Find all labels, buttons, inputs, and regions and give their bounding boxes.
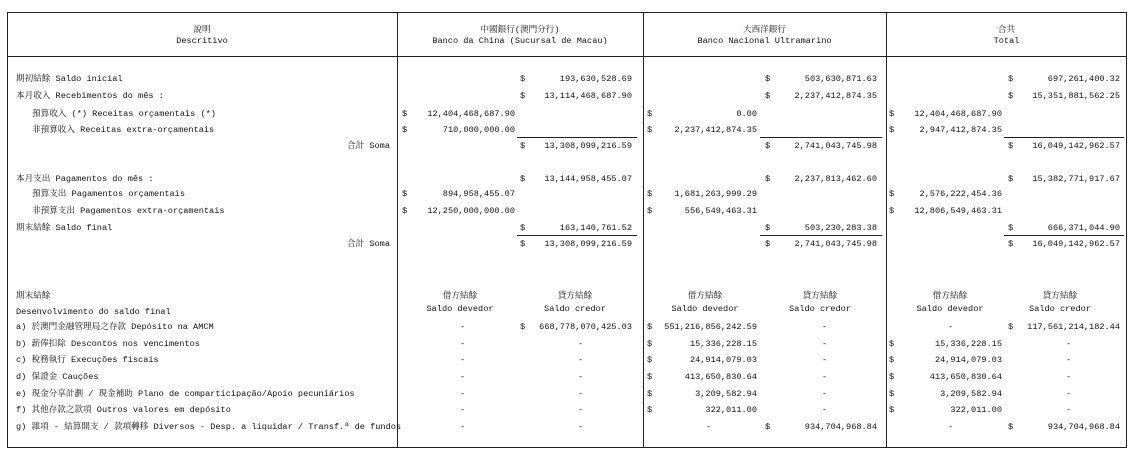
- empty-dash: -: [460, 405, 466, 415]
- empty-dash: -: [460, 372, 466, 382]
- currency-symbol: $: [647, 405, 653, 415]
- currency-symbol: $: [647, 125, 653, 135]
- currency-symbol: $: [1008, 322, 1014, 332]
- deb-header-pt: Saldo devedor: [426, 304, 494, 314]
- header-total: 合共 Total: [993, 25, 1020, 46]
- amount: 2,576,222,454.36: [919, 189, 1002, 199]
- amount: 13,144,958,455.07: [544, 174, 632, 184]
- currency-symbol: $: [1008, 141, 1014, 151]
- currency-symbol: $: [402, 125, 408, 135]
- amount: 503,230,283.38: [804, 223, 877, 233]
- empty-dash: -: [948, 422, 954, 432]
- currency-symbol: $: [765, 74, 771, 84]
- amount: 556,549,463.31: [684, 206, 757, 216]
- amount: 551,216,856,242.59: [664, 322, 757, 332]
- amount: 12,404,468,687.90: [914, 109, 1002, 119]
- amount: 2,237,813,462.60: [794, 174, 877, 184]
- amount: 13,114,468,687.90: [544, 91, 632, 101]
- empty-dash: -: [1066, 355, 1072, 365]
- cred-header-pt: Saldo credor: [1029, 304, 1091, 314]
- amount: 322,011.00: [950, 405, 1002, 415]
- amount: 12,806,549,463.31: [914, 206, 1002, 216]
- empty-dash: -: [578, 389, 584, 399]
- amount: 13,308,099,216.59: [544, 141, 632, 151]
- amount: 413,650,830.64: [684, 372, 757, 382]
- amount: 24,914,079.03: [934, 355, 1002, 365]
- empty-dash: -: [460, 322, 466, 332]
- empty-dash: -: [948, 322, 954, 332]
- header-divider: [7, 56, 1127, 57]
- empty-dash: -: [460, 355, 466, 365]
- final-row-label: a) 於澳門金融管理局之存款 Depósito na AMCM: [16, 322, 214, 332]
- amount: 16,049,142,962.57: [1032, 141, 1120, 151]
- empty-dash: -: [822, 322, 828, 332]
- amount: 117,561,214,182.44: [1027, 322, 1120, 332]
- currency-symbol: $: [647, 339, 653, 349]
- row-label: 本月支出 Pagamentos do mês :: [16, 174, 154, 184]
- amount: 0.00: [736, 109, 757, 119]
- empty-dash: -: [822, 372, 828, 382]
- amount: 15,351,881,562.25: [1032, 91, 1120, 101]
- deb-header-zh: 借方結餘: [932, 291, 968, 301]
- empty-dash: -: [578, 372, 584, 382]
- column-divider: [397, 12, 398, 448]
- currency-symbol: $: [889, 372, 895, 382]
- currency-symbol: $: [889, 206, 895, 216]
- section-title-zh: 期末結餘: [16, 291, 51, 301]
- row-label: 本月收入 Recebimentos do mês :: [16, 91, 164, 101]
- currency-symbol: $: [647, 389, 653, 399]
- final-row-label: c) 稅務執行 Execuções fiscais: [16, 355, 159, 365]
- empty-dash: -: [460, 422, 466, 432]
- row-label: 非預算收入 Receitas extra-orçamentais: [32, 125, 215, 135]
- currency-symbol: $: [889, 189, 895, 199]
- currency-symbol: $: [1008, 239, 1014, 249]
- amount: 1,681,263,999.29: [674, 189, 757, 199]
- amount: 3,209,582.94: [695, 389, 757, 399]
- column-divider: [643, 12, 644, 448]
- amount: 12,250,000,000.00: [427, 206, 515, 216]
- currency-symbol: $: [520, 239, 526, 249]
- amount: 13,308,099,216.59: [544, 239, 632, 249]
- currency-symbol: $: [765, 422, 771, 432]
- currency-symbol: $: [647, 109, 653, 119]
- sum-rule: [760, 235, 882, 236]
- deb-header-zh: 借方結餘: [442, 291, 478, 301]
- cred-header-pt: Saldo credor: [544, 304, 606, 314]
- currency-symbol: $: [520, 141, 526, 151]
- amount: 24,914,079.03: [689, 355, 757, 365]
- amount: 2,237,412,874.35: [794, 91, 877, 101]
- row-label: 期初結餘 Saldo inicial: [16, 74, 123, 84]
- empty-dash: -: [1066, 405, 1072, 415]
- empty-dash: -: [822, 355, 828, 365]
- amount: 668,778,070,425.03: [539, 322, 632, 332]
- empty-dash: -: [460, 339, 466, 349]
- column-divider: [886, 12, 887, 448]
- currency-symbol: $: [402, 109, 408, 119]
- amount: 15,336,228.15: [689, 339, 757, 349]
- amount: 163,140,761.52: [559, 223, 632, 233]
- cred-header-pt: Saldo credor: [789, 304, 851, 314]
- empty-dash: -: [578, 339, 584, 349]
- amount: 16,049,142,962.57: [1032, 239, 1120, 249]
- currency-symbol: $: [1008, 74, 1014, 84]
- final-row-label: d) 保證金 Cauções: [16, 372, 99, 382]
- currency-symbol: $: [647, 372, 653, 382]
- final-row-label: b) 薪俸扣除 Descontos nos vencimentos: [16, 339, 200, 349]
- amount: 934,704,968.84: [804, 422, 877, 432]
- amount: 12,404,468,687.90: [427, 109, 515, 119]
- currency-symbol: $: [647, 322, 653, 332]
- amount: 15,382,771,917.67: [1032, 174, 1120, 184]
- sum-rule: [1004, 137, 1124, 138]
- empty-dash: -: [822, 339, 828, 349]
- currency-symbol: $: [765, 223, 771, 233]
- currency-symbol: $: [520, 91, 526, 101]
- currency-symbol: $: [889, 355, 895, 365]
- section-title-pt: Desenvolvimento do saldo final: [16, 307, 171, 317]
- amount: 503,630,871.63: [804, 74, 877, 84]
- amount: 413,650,830.64: [929, 372, 1002, 382]
- row-label: 預算支出 Pagamentos orçamentais: [32, 189, 185, 199]
- amount: 666,371,044.90: [1047, 223, 1120, 233]
- deb-header-pt: Saldo devedor: [671, 304, 739, 314]
- row-label: 非預算支出 Pagamentos extra-orçamentais: [32, 206, 225, 216]
- amount: 2,947,412,874.35: [919, 125, 1002, 135]
- amount: 15,336,228.15: [934, 339, 1002, 349]
- amount: 2,741,043,745.98: [794, 239, 877, 249]
- amount: 2,741,043,745.98: [794, 141, 877, 151]
- currency-symbol: $: [889, 389, 895, 399]
- currency-symbol: $: [520, 322, 526, 332]
- header-bnu: 大西洋銀行 Banco Nacional Ultramarino: [697, 25, 832, 46]
- amount: 193,630,528.69: [559, 74, 632, 84]
- sum-rule: [760, 137, 882, 138]
- empty-dash: -: [1066, 372, 1072, 382]
- final-row-label: f) 其他存款之款項 Outros valores em depósito: [16, 405, 231, 415]
- final-row-label: g) 雜項 - 結算開支 / 款項轉移 Diversos - Desp. a liquidar / Transf.ª de fundos: [16, 422, 402, 432]
- empty-dash: -: [822, 389, 828, 399]
- currency-symbol: $: [889, 109, 895, 119]
- currency-symbol: $: [889, 339, 895, 349]
- amount: 322,011.00: [705, 405, 757, 415]
- amount: 2,237,412,874.35: [674, 125, 757, 135]
- empty-dash: -: [578, 422, 584, 432]
- currency-symbol: $: [765, 91, 771, 101]
- deb-header-zh: 借方結餘: [687, 291, 723, 301]
- sum-rule: [517, 235, 637, 236]
- empty-dash: -: [578, 355, 584, 365]
- currency-symbol: $: [520, 223, 526, 233]
- empty-dash: -: [578, 405, 584, 415]
- row-label: 期末結餘 Saldo final: [16, 223, 113, 233]
- currency-symbol: $: [1008, 91, 1014, 101]
- currency-symbol: $: [1008, 223, 1014, 233]
- currency-symbol: $: [889, 405, 895, 415]
- empty-dash: -: [1066, 389, 1072, 399]
- currency-symbol: $: [520, 74, 526, 84]
- soma-label: 合計 Soma: [347, 239, 390, 249]
- deb-header-pt: Saldo devedor: [916, 304, 984, 314]
- soma-label: 合計 Soma: [347, 141, 390, 151]
- currency-symbol: $: [765, 174, 771, 184]
- empty-dash: -: [706, 422, 712, 432]
- cred-header-zh: 貸方結餘: [802, 291, 838, 301]
- cred-header-zh: 貸方結餘: [557, 291, 593, 301]
- final-row-label: e) 現金分享計劃 / 現金補助 Plano de comparticipação/Apoio pecuniários: [16, 389, 355, 399]
- amount: 697,261,400.32: [1047, 74, 1120, 84]
- amount: 894,958,455.07: [442, 189, 515, 199]
- currency-symbol: $: [402, 189, 408, 199]
- currency-symbol: $: [889, 125, 895, 135]
- header-descritivo: 說明 Descritivo: [176, 25, 228, 46]
- empty-dash: -: [460, 389, 466, 399]
- currency-symbol: $: [1008, 174, 1014, 184]
- sum-rule: [517, 137, 637, 138]
- currency-symbol: $: [1008, 422, 1014, 432]
- currency-symbol: $: [402, 206, 408, 216]
- amount: 934,704,968.84: [1047, 422, 1120, 432]
- currency-symbol: $: [647, 189, 653, 199]
- cred-header-zh: 貸方結餘: [1042, 291, 1078, 301]
- currency-symbol: $: [765, 141, 771, 151]
- header-banco-china: 中國銀行(澳門分行) Banco da China (Sucursal de Macau): [432, 25, 608, 46]
- currency-symbol: $: [765, 239, 771, 249]
- row-label: 預算收入 (*) Receitas orçamentais (*): [32, 109, 216, 119]
- sum-rule: [1004, 235, 1124, 236]
- currency-symbol: $: [647, 206, 653, 216]
- currency-symbol: $: [647, 355, 653, 365]
- empty-dash: -: [822, 405, 828, 415]
- amount: 710,000,000.00: [442, 125, 515, 135]
- amount: 3,209,582.94: [940, 389, 1002, 399]
- empty-dash: -: [1066, 339, 1072, 349]
- currency-symbol: $: [520, 174, 526, 184]
